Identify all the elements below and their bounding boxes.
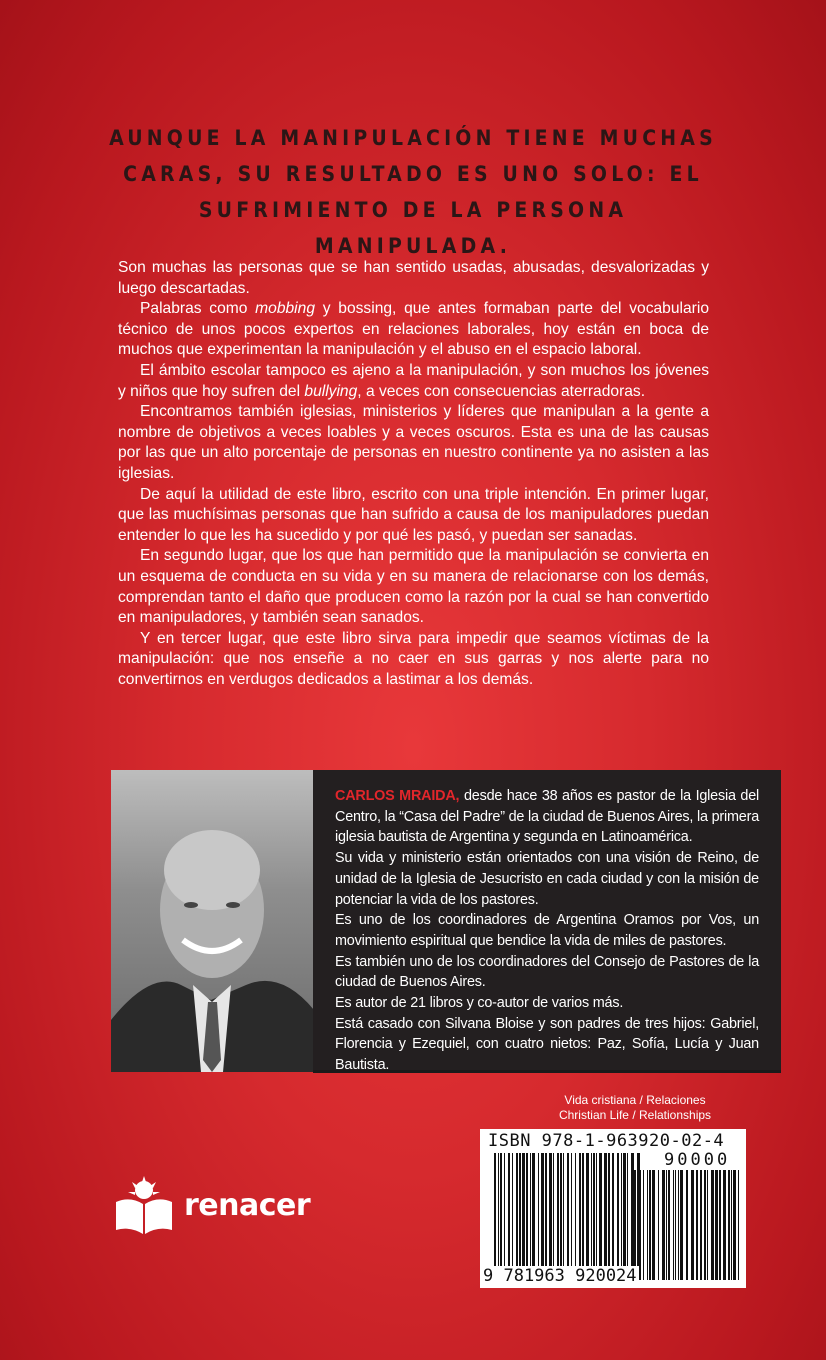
barcode-bars [494, 1153, 642, 1269]
barcode-bar [500, 1153, 502, 1269]
barcode-bar [666, 1170, 667, 1280]
text: El ámbito escolar tampoco es ajeno a la manipulación, y son muchos los jóvenes y niños que hoy sufren del [118, 361, 709, 400]
publisher-name: renacer [184, 1187, 311, 1223]
text: Palabras como [140, 300, 256, 318]
barcode-bar [582, 1153, 584, 1269]
isbn-barcode [480, 1129, 746, 1288]
barcode-bar [647, 1170, 648, 1280]
paragraph: Y en tercer lugar, que este libro sirva para impedir que seamos víctimas de la manipulación: que nos enseñe a no caer en sus garras y nos alerte para no convertirnos en verdugos dedicados a lastimar a los demás. [118, 629, 709, 688]
headline-line: AUNQUE LA MANIPULACIÓN TIENE MUCHAS [109, 126, 717, 150]
barcode-bar [604, 1153, 607, 1269]
barcode-bar [563, 1153, 564, 1269]
barcode-bar [526, 1153, 528, 1269]
addon-bars [633, 1170, 741, 1280]
barcode-bar [719, 1170, 721, 1280]
barcode-bar [638, 1170, 641, 1280]
paragraph [118, 361, 709, 402]
barcode-bar [593, 1153, 595, 1269]
barcode-bar [599, 1153, 602, 1269]
barcode-bar [731, 1170, 732, 1280]
barcode-bar [627, 1153, 628, 1269]
bio-line: Es también uno de los coordinadores del Consejo de Pastores de la ciudad de Buenos Aires. [335, 953, 759, 991]
text: y bossing, que antes formaban parte del vocabulario técnico de unos pocos expertos en relaciones laborales, hoy están en boca de muchos que experimentan la manipulación y el abuso en el espacio laboral. [118, 300, 709, 359]
barcode-bar [686, 1170, 688, 1280]
barcode-bar [557, 1153, 559, 1269]
category [520, 1093, 750, 1123]
barcode-bar [715, 1170, 718, 1280]
barcode-bar [704, 1170, 706, 1280]
barcode-bar [512, 1153, 513, 1269]
author-bio [313, 770, 781, 1073]
bio-line: Está casado con Silvana Bloise y son padres de tres hijos: Gabriel, Florencia y Ezequiel, con cuatro nietos: Paz, Sofía, Lucía y Juan Bautista. [335, 1015, 759, 1074]
barcode-bar [649, 1170, 651, 1280]
category-en: Christian Life / Relationships [558, 1108, 712, 1122]
headline [100, 120, 726, 264]
barcode-bar [728, 1170, 730, 1280]
barcode-bar [508, 1153, 510, 1269]
barcode-bar [623, 1153, 626, 1269]
bio-line: Es autor de 21 libros y co-autor de varios más. [335, 995, 624, 1012]
barcode-bar [571, 1153, 572, 1269]
italic-term: bullying [304, 382, 358, 400]
barcode-bar [691, 1170, 694, 1280]
barcode-bar [519, 1153, 521, 1269]
text: desde hace 38 años es pastor de la Iglesia del Centro, la “Casa del Padre” de la ciudad de Buenos Aires, la primera iglesia bautista de Argentina y segunda en Latinoamérica. [335, 788, 759, 846]
barcode-bar [586, 1153, 589, 1269]
barcode-bar [723, 1170, 726, 1280]
barcode-bar [596, 1153, 597, 1269]
bio-line: Es uno de los coordinadores de Argentina Oramos por Vos, un movimiento espiritual que bendice la vida de miles de pastores. [335, 912, 759, 949]
open-book-sun-icon [116, 1174, 172, 1236]
barcode-bar [733, 1170, 736, 1280]
barcode-bar [633, 1170, 636, 1280]
barcode-bar [662, 1170, 665, 1280]
barcode-bar [504, 1153, 505, 1269]
italic-term: mobbing [255, 300, 315, 318]
barcode-bar [560, 1153, 562, 1269]
barcode-bar [532, 1153, 535, 1269]
barcode-bar [678, 1170, 679, 1280]
author-name: CARLOS MRAIDA, [335, 788, 460, 804]
bio-line: Su vida y ministerio están orientados con una visión de Reino, de unidad de la Iglesia de Jesucristo en cada ciudad y con la misión de potenciar la vida de los pastores. [335, 850, 759, 908]
barcode-bar [668, 1170, 670, 1280]
barcode-bar [707, 1170, 708, 1280]
barcode-bar [541, 1153, 544, 1269]
barcode-bar [608, 1153, 610, 1269]
price-addon: 90000 [664, 1150, 731, 1170]
paragraph: De aquí la utilidad de este libro, escrito con una triple intención. En primer lugar, que las muchísimas personas que han sufrido a causa de los manipuladores puedan entender lo que les ha sucedido y por qué les pasó, y puedan ser sanadas. [118, 485, 709, 544]
barcode-bar [673, 1170, 674, 1280]
headline-line: CARAS, SU RESULTADO ES UNO SOLO: EL [123, 162, 703, 186]
barcode-bar [617, 1153, 619, 1269]
barcode-digits: 9 781963 920024 [483, 1266, 637, 1286]
barcode-bar [680, 1170, 683, 1280]
bio-line [335, 786, 759, 848]
isbn-text: ISBN 978-1-963920-02-4 [488, 1131, 725, 1151]
synopsis [118, 258, 709, 690]
barcode-bar [538, 1153, 539, 1269]
barcode-bar [549, 1153, 552, 1269]
headline-line: SUFRIMIENTO DE LA PERSONA MANIPULADA. [198, 198, 628, 258]
barcode-bar [494, 1153, 496, 1269]
paragraph [118, 299, 709, 361]
barcode-bar [652, 1170, 655, 1280]
barcode-bar [711, 1170, 714, 1280]
barcode-bar [658, 1170, 659, 1280]
paragraph: Son muchas las personas que se han sentido usadas, abusadas, desvalorizadas y luego descartadas. [118, 259, 709, 297]
paragraph: Encontramos también iglesias, ministerios y líderes que manipulan a la gente a nombre de objetivos a veces loables y a veces oscuros. Esta es una de las causas por las que un alto porcentaje de personas en nuestro continente ya no asisten a las iglesias. [118, 403, 709, 482]
barcode-bar [700, 1170, 702, 1280]
barcode-bar [738, 1170, 739, 1280]
barcode-bar [567, 1153, 569, 1269]
barcode-bar [643, 1170, 644, 1280]
barcode-bar [553, 1153, 554, 1269]
barcode-bar [591, 1153, 592, 1269]
barcode-bar [696, 1170, 698, 1280]
paragraph: En segundo lugar, que los que han permitido que la manipulación se convierta en un esquema de conducta en su vida y en su manera de relacionarse con los demás, comprendan tanto el daño que producen como la razón por la cual se han convertido en manipuladores, y también sean sanados. [118, 547, 709, 627]
category-es: Vida cristiana / Relaciones [564, 1093, 706, 1107]
barcode-bar [575, 1153, 576, 1269]
barcode-bar [545, 1153, 547, 1269]
barcode-bar [522, 1153, 525, 1269]
barcode-bar [621, 1153, 622, 1269]
barcode-bar [516, 1153, 518, 1269]
barcode-bar [530, 1153, 531, 1269]
text: , a veces con consecuencias aterradoras. [357, 382, 646, 400]
barcode-bar [675, 1170, 676, 1280]
author-photo [111, 770, 314, 1072]
barcode-bar [579, 1153, 581, 1269]
publisher-logo [116, 1174, 310, 1236]
barcode-bar [498, 1153, 499, 1269]
barcode-bar [612, 1153, 614, 1269]
